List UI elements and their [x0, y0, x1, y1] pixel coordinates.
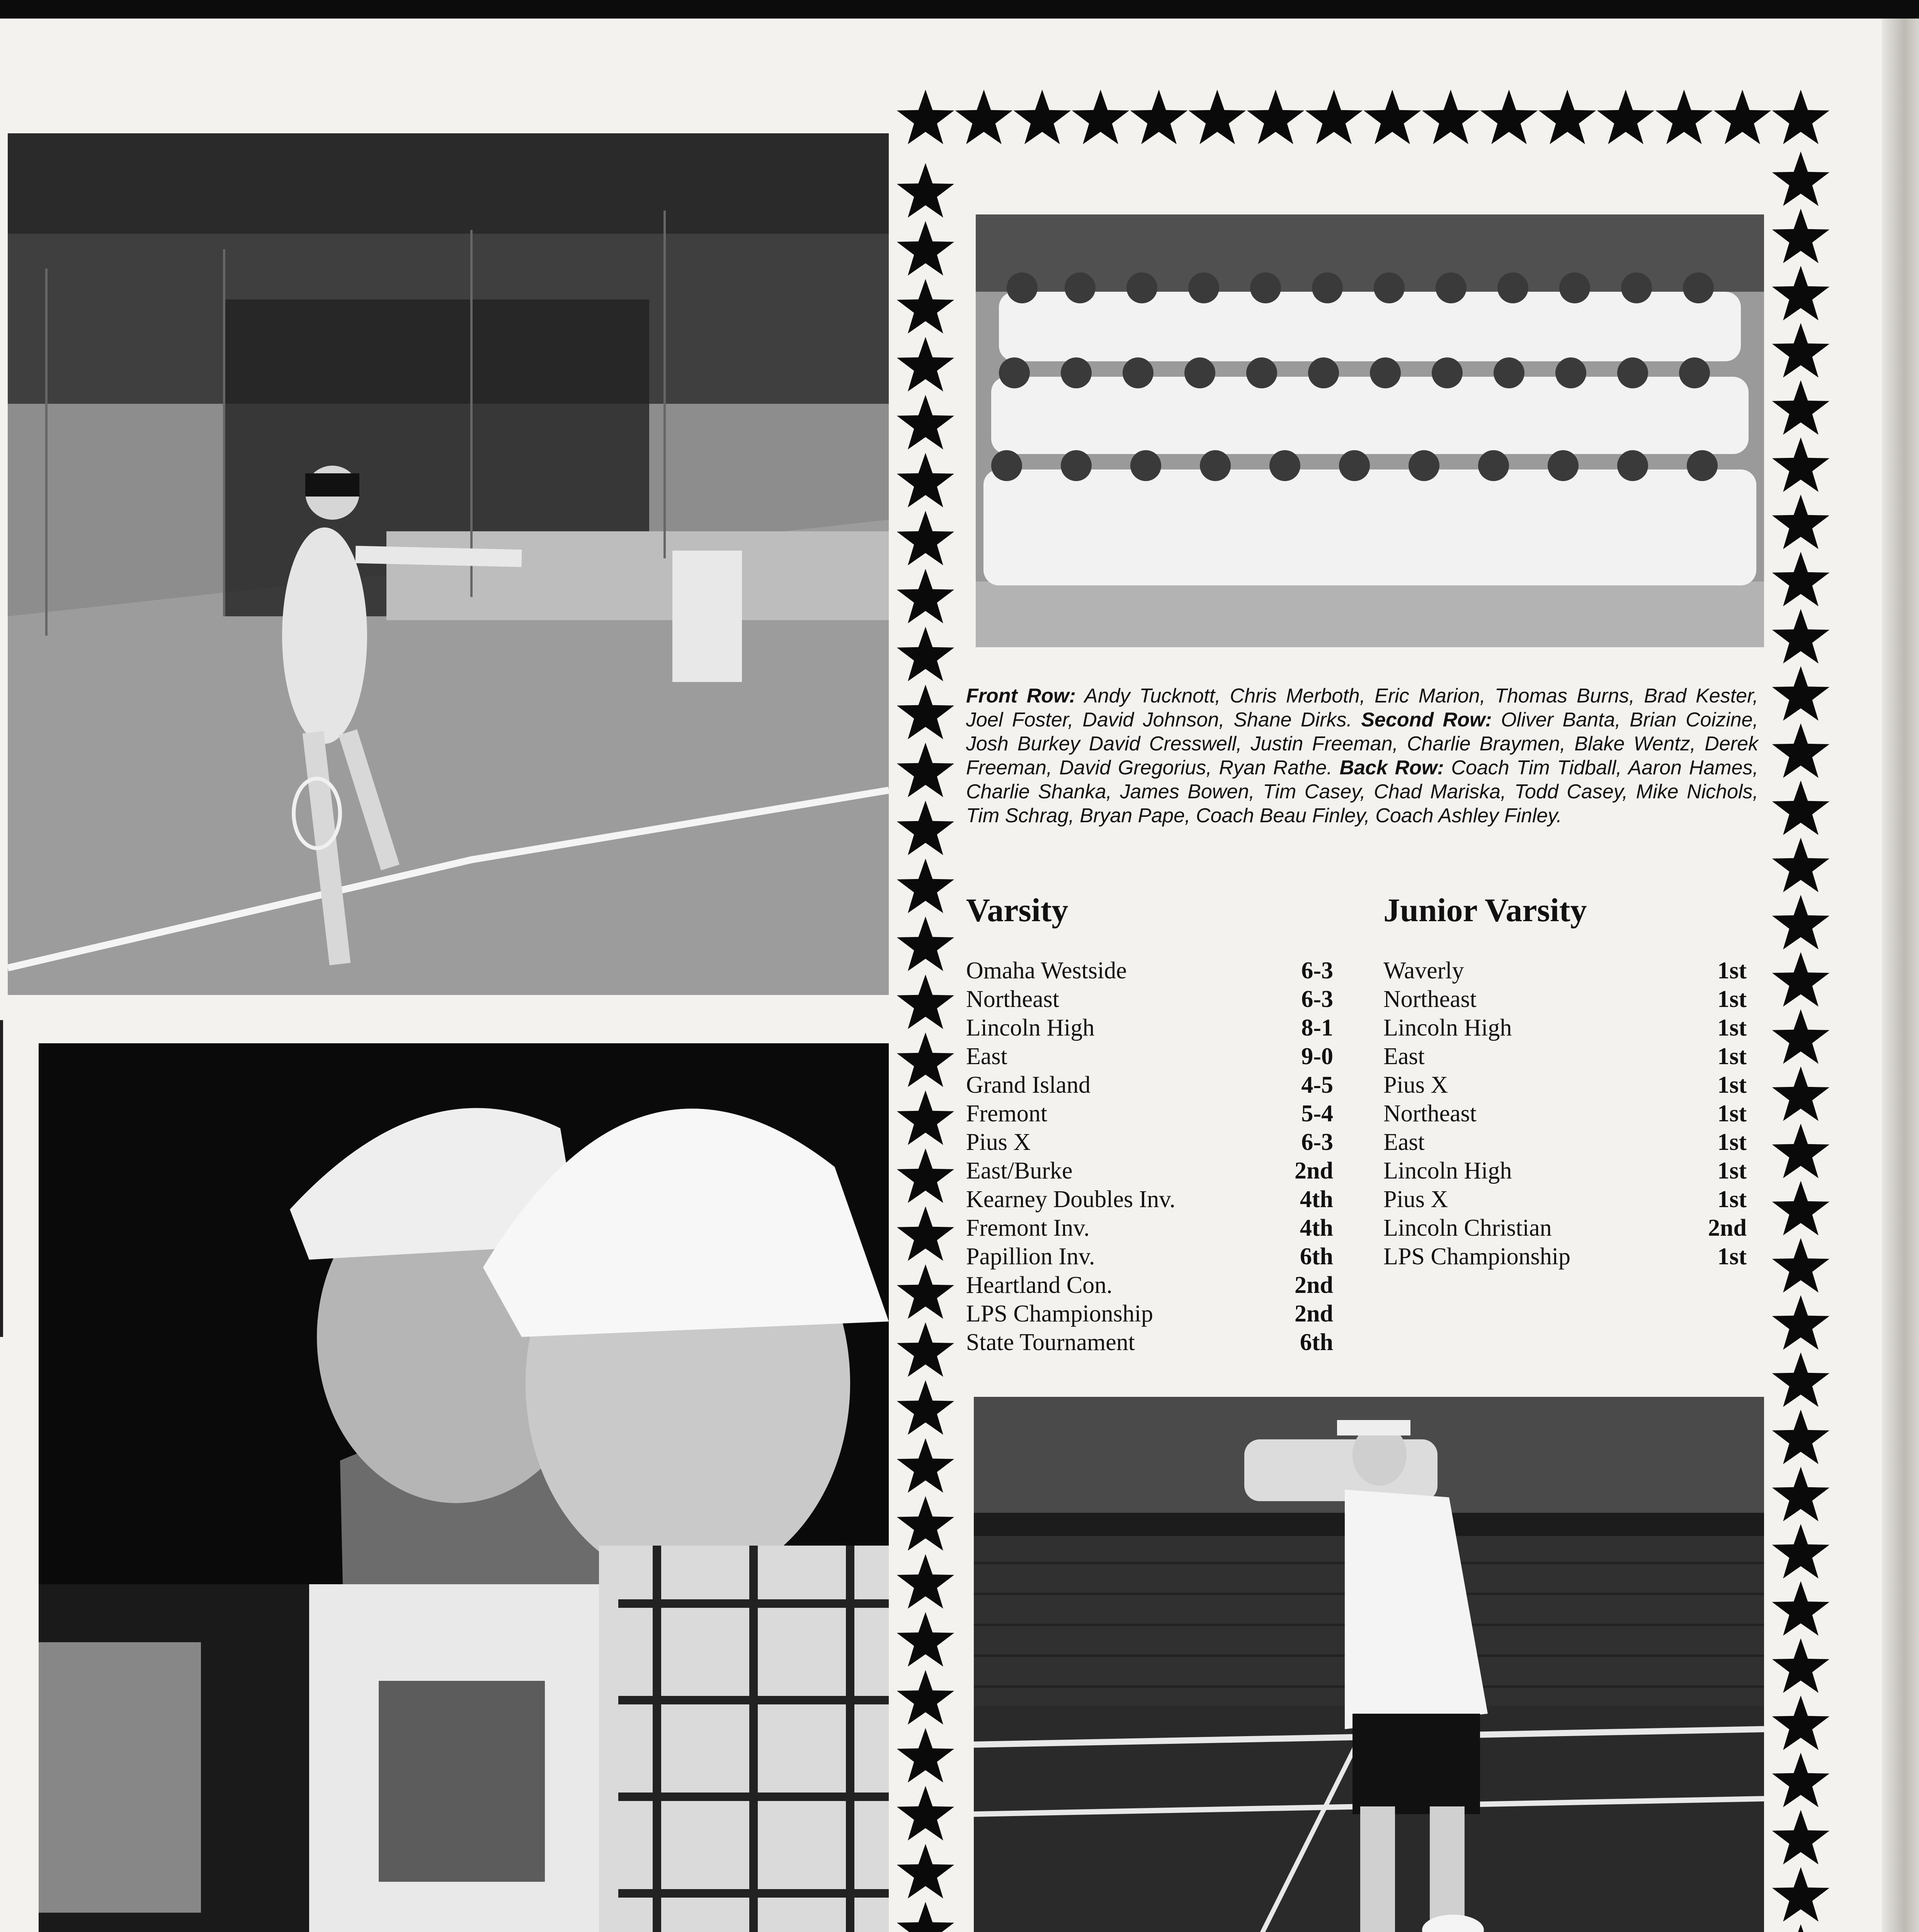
- result-row: [966, 1271, 1333, 1299]
- match-result: 1st: [1717, 1100, 1747, 1127]
- star-icon: [897, 1264, 954, 1319]
- result-row: [1383, 1128, 1747, 1156]
- star-icon: [1422, 90, 1479, 144]
- star-icon: [1772, 1924, 1829, 1932]
- star-icon: [897, 279, 954, 333]
- star-icon: [1772, 552, 1829, 606]
- star-icon: [1772, 1467, 1829, 1521]
- star-icon: [1772, 723, 1829, 778]
- opponent-name: Lincoln High: [1383, 1015, 1512, 1041]
- junior-varsity-heading: Junior Varsity: [1383, 891, 1587, 929]
- star-icon: [1772, 1352, 1829, 1407]
- match-result: 1st: [1717, 1158, 1747, 1184]
- star-icon: [1772, 437, 1829, 492]
- opponent-name: East/Burke: [966, 1158, 1073, 1184]
- opponent-name: East: [1383, 1043, 1425, 1070]
- result-row: [966, 1014, 1333, 1042]
- star-icon: [897, 1612, 954, 1667]
- star-icon: [1772, 1696, 1829, 1750]
- match-result: 1st: [1717, 1129, 1747, 1155]
- star-icon: [1772, 1410, 1829, 1464]
- page-top-edge: [0, 0, 1919, 19]
- opponent-name: Waverly: [1383, 957, 1464, 984]
- second-row-names: Oliver Banta, Brian Coizine, Josh Burkey David Cresswell, Justin Freeman, Charlie Braymen, Blake Wentz, Derek Freeman, David Gregorius, Ryan Rathe.: [966, 709, 1758, 779]
- result-row: [966, 1328, 1333, 1357]
- opponent-name: Pius X: [1383, 1186, 1448, 1213]
- star-icon: [897, 1728, 954, 1782]
- star-icon: [1480, 90, 1538, 144]
- star-icon: [1772, 1181, 1829, 1235]
- opponent-name: Lincoln Christian: [1383, 1215, 1552, 1241]
- opponent-name: Lincoln High: [966, 1015, 1095, 1041]
- star-icon: [1772, 1066, 1829, 1121]
- opponent-name: Lincoln High: [1383, 1158, 1512, 1184]
- star-icon: [897, 337, 954, 391]
- match-result: 2nd: [1708, 1215, 1747, 1241]
- photo-team: [976, 214, 1764, 647]
- star-icon: [1014, 90, 1071, 144]
- star-icon: [897, 1786, 954, 1840]
- back-row-label: Back Row:: [1332, 757, 1444, 779]
- star-icon: [1772, 666, 1829, 721]
- match-result: 4th: [1300, 1215, 1333, 1241]
- match-result: 4th: [1300, 1186, 1333, 1213]
- star-icon: [1772, 209, 1829, 263]
- match-result: 1st: [1717, 1186, 1747, 1213]
- match-result: 6-3: [1301, 957, 1333, 984]
- star-icon: [1772, 380, 1829, 435]
- photo-play: [974, 1397, 1764, 1932]
- result-row: [1383, 1099, 1747, 1128]
- star-icon: [955, 90, 1012, 144]
- opponent-name: Northeast: [966, 986, 1060, 1012]
- result-row: [1383, 985, 1747, 1014]
- star-icon: [1772, 1753, 1829, 1807]
- star-icon: [1772, 151, 1829, 206]
- second-row-label: Second Row:: [1352, 709, 1492, 731]
- star-icon: [1772, 1295, 1829, 1350]
- star-icon: [897, 627, 954, 681]
- star-icon: [897, 221, 954, 276]
- star-icon: [897, 453, 954, 507]
- star-icon: [1772, 609, 1829, 663]
- star-icon: [897, 395, 954, 449]
- match-result: 1st: [1717, 1243, 1747, 1270]
- match-result: 6th: [1300, 1243, 1333, 1270]
- star-icon: [897, 1032, 954, 1087]
- match-result: 2nd: [1295, 1158, 1333, 1184]
- match-result: 2nd: [1295, 1272, 1333, 1298]
- star-icon: [897, 743, 954, 797]
- star-icon: [897, 1380, 954, 1435]
- star-icon: [1714, 90, 1771, 144]
- star-icon: [897, 685, 954, 739]
- opponent-name: Fremont: [966, 1100, 1048, 1127]
- opponent-name: Pius X: [966, 1129, 1031, 1155]
- star-icon: [1772, 266, 1829, 320]
- star-icon: [897, 1206, 954, 1261]
- result-row: [1383, 1214, 1747, 1242]
- star-icon: [897, 1148, 954, 1203]
- junior-varsity-results: [1383, 956, 1747, 1271]
- photo-stroke: [8, 133, 889, 995]
- star-icon: [1772, 1124, 1829, 1178]
- opponent-name: Papillion Inv.: [966, 1243, 1095, 1270]
- match-result: 1st: [1717, 1072, 1747, 1098]
- star-icon: [1772, 895, 1829, 949]
- star-icon: [1539, 90, 1596, 144]
- result-row: [966, 985, 1333, 1014]
- opponent-name: East: [1383, 1129, 1425, 1155]
- star-icon: [1305, 90, 1363, 144]
- star-icon: [897, 90, 954, 144]
- front-row-label: Front Row:: [966, 685, 1076, 707]
- result-row: [966, 956, 1333, 985]
- opponent-name: Grand Island: [966, 1072, 1090, 1098]
- opponent-name: LPS Championship: [1383, 1243, 1571, 1270]
- star-icon: [1772, 1238, 1829, 1293]
- front-row-names: Andy Tucknott, Chris Merboth, Eric Marion, Thomas Burns, Brad Kester, Joel Foster, David Johnson, Shane Dirks.: [966, 685, 1758, 731]
- result-row: [1383, 1014, 1747, 1042]
- star-icon: [897, 1554, 954, 1609]
- opponent-name: LPS Championship: [966, 1301, 1153, 1327]
- star-icon: [1772, 495, 1829, 549]
- match-result: 6-3: [1301, 986, 1333, 1012]
- match-result: 6-3: [1301, 1129, 1333, 1155]
- match-result: 6th: [1300, 1329, 1333, 1355]
- opponent-name: Pius X: [1383, 1072, 1448, 1098]
- star-icon: [897, 1902, 954, 1932]
- star-icon: [897, 801, 954, 855]
- result-row: [966, 1299, 1333, 1328]
- star-icon: [1247, 90, 1304, 144]
- star-icon: [897, 1670, 954, 1725]
- star-icon: [1655, 90, 1713, 144]
- star-icon: [897, 1496, 954, 1551]
- star-icon: [1772, 1524, 1829, 1578]
- result-row: [966, 1214, 1333, 1242]
- opponent-name: East: [966, 1043, 1007, 1070]
- result-row: [1383, 1071, 1747, 1099]
- star-icon: [1772, 1867, 1829, 1922]
- match-result: 8-1: [1301, 1015, 1333, 1041]
- star-icon: [897, 163, 954, 218]
- result-row: [1383, 956, 1747, 985]
- star-icon: [1772, 1638, 1829, 1693]
- opponent-name: Omaha Westside: [966, 957, 1127, 984]
- star-icon: [1072, 90, 1129, 144]
- match-result: 1st: [1717, 1015, 1747, 1041]
- result-row: [966, 1185, 1333, 1214]
- star-icon: [1597, 90, 1654, 144]
- result-row: [966, 1042, 1333, 1071]
- star-icon: [1772, 90, 1829, 144]
- star-icon: [1772, 1009, 1829, 1064]
- binding-edge: [1882, 19, 1919, 1932]
- result-row: [966, 1099, 1333, 1128]
- star-icon: [897, 975, 954, 1029]
- star-icon: [897, 1438, 954, 1493]
- star-icon: [1364, 90, 1421, 144]
- opponent-name: Northeast: [1383, 1100, 1477, 1127]
- result-row: [966, 1156, 1333, 1185]
- match-result: 1st: [1717, 957, 1747, 984]
- opponent-name: Heartland Con.: [966, 1272, 1113, 1298]
- star-icon: [1772, 952, 1829, 1007]
- match-result: 2nd: [1295, 1301, 1333, 1327]
- opponent-name: State Tournament: [966, 1329, 1135, 1355]
- result-row: [1383, 1185, 1747, 1214]
- back-row-names: Coach Tim Tidball, Aaron Hames, Charlie Shanka, James Bowen, Tim Casey, Chad Mariska, Todd Casey, Mike Nichols, Tim Schrag, Bryan Pape, Coach Beau Finley, Coach Ashley Finley.: [966, 757, 1758, 827]
- star-icon: [1772, 838, 1829, 892]
- star-icon: [897, 511, 954, 565]
- star-icon: [1772, 1581, 1829, 1636]
- star-icon: [897, 569, 954, 623]
- result-row: [966, 1071, 1333, 1099]
- star-icon: [897, 1322, 954, 1377]
- match-result: 4-5: [1301, 1072, 1333, 1098]
- match-result: 5-4: [1301, 1100, 1333, 1127]
- varsity-heading: Varsity: [966, 891, 1068, 929]
- star-icon: [897, 1090, 954, 1145]
- star-icon: [1772, 323, 1829, 378]
- opponent-name: Fremont Inv.: [966, 1215, 1090, 1241]
- result-row: [966, 1128, 1333, 1156]
- opponent-name: Kearney Doubles Inv.: [966, 1186, 1176, 1213]
- photo-waiting: [39, 1043, 889, 1932]
- match-result: 1st: [1717, 986, 1747, 1012]
- star-icon: [1130, 90, 1187, 144]
- team-caption: [966, 684, 1758, 828]
- match-result: 1st: [1717, 1043, 1747, 1070]
- left-edge-mark: [0, 1020, 3, 1337]
- result-row: [1383, 1156, 1747, 1185]
- star-icon: [897, 859, 954, 913]
- star-icon: [1189, 90, 1246, 144]
- opponent-name: Northeast: [1383, 986, 1477, 1012]
- result-row: [966, 1242, 1333, 1271]
- result-row: [1383, 1042, 1747, 1071]
- star-icon: [897, 1844, 954, 1898]
- match-result: 9-0: [1301, 1043, 1333, 1070]
- star-icon: [1772, 1810, 1829, 1864]
- result-row: [1383, 1242, 1747, 1271]
- star-icon: [1772, 781, 1829, 835]
- star-icon: [897, 917, 954, 971]
- varsity-results: [966, 956, 1333, 1357]
